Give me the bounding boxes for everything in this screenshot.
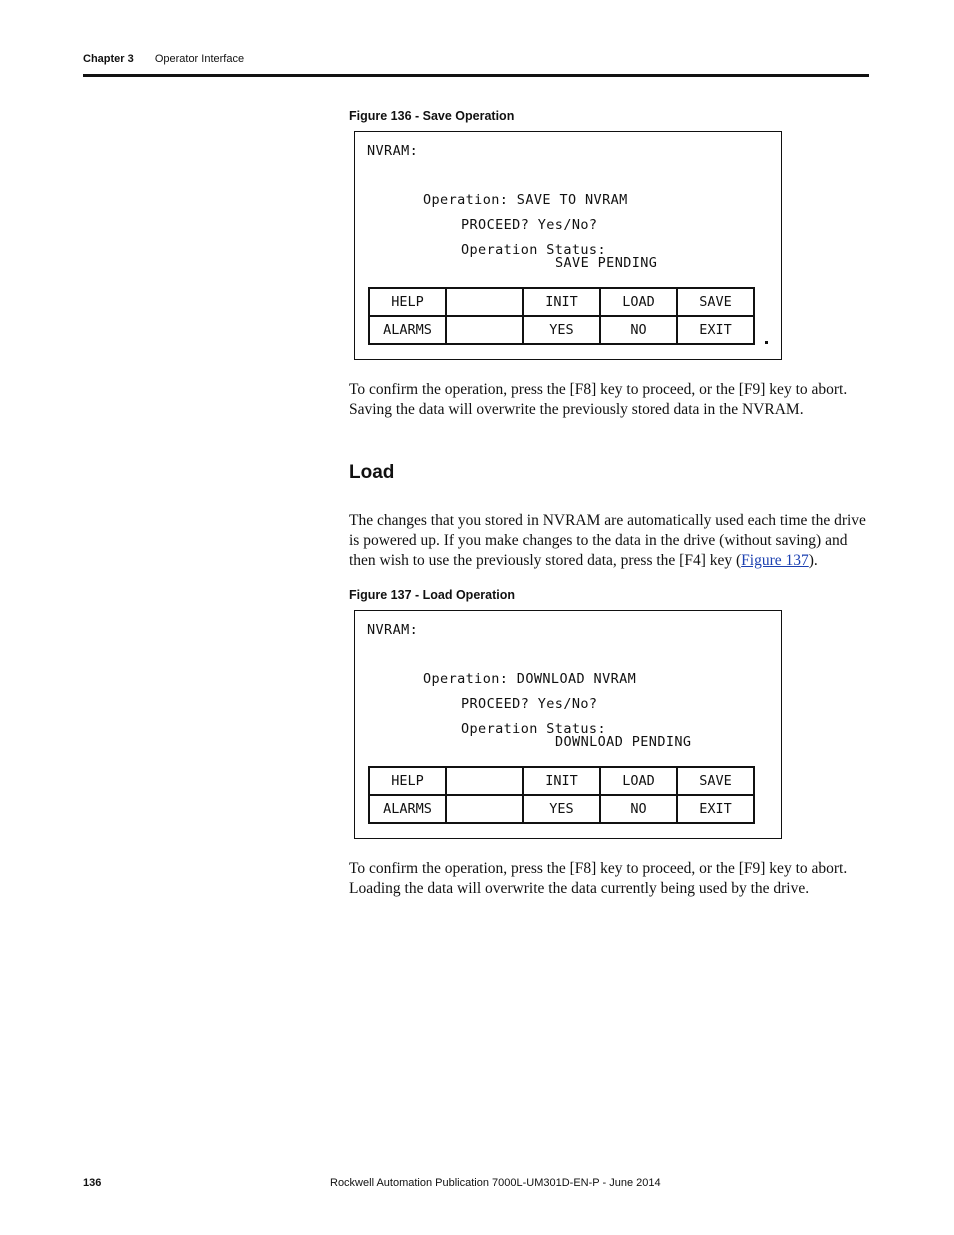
key-exit: EXIT <box>677 316 754 344</box>
function-key-grid <box>368 287 755 345</box>
page-number: 136 <box>83 1177 102 1189</box>
load-confirm-paragraph: To confirm the operation, press the [F8] key to proceed, or the [F9] key to abort. Loading the data will overwrite the data currently being used by the drive. <box>349 860 848 897</box>
key-init: INIT <box>523 288 600 316</box>
key-blank-bottom <box>446 795 523 823</box>
key-alarms: ALARMS <box>369 795 446 823</box>
function-key-grid <box>368 766 755 824</box>
key-no: NO <box>600 795 677 823</box>
key-load: LOAD <box>600 767 677 795</box>
load-intro-text: The changes that you stored in NVRAM are automatically used each time the drive is powered up. If you make changes to the data in the drive (without saving) and then wish to use the previously stored data, press the [F4] key ( <box>349 512 866 569</box>
key-help: HELP <box>369 288 446 316</box>
section-heading-load: Load <box>349 462 395 483</box>
figure-136-caption: Figure 136 - Save Operation <box>349 109 515 123</box>
screen-title: NVRAM: <box>367 143 419 159</box>
screen-proceed-prompt: PROCEED? Yes/No? <box>461 696 598 712</box>
screen-status-value: DOWNLOAD PENDING <box>555 734 692 750</box>
load-intro-text-end: ). <box>808 552 818 569</box>
figure-137-link[interactable]: Figure 137 <box>741 552 809 569</box>
key-save: SAVE <box>677 288 754 316</box>
key-blank-bottom <box>446 316 523 344</box>
key-no: NO <box>600 316 677 344</box>
save-confirm-paragraph: To confirm the operation, press the [F8] key to proceed, or the [F9] key to abort. Saving the data will overwrite the previously stored data in the NVRAM. <box>349 381 848 418</box>
screen-status-label: Operation Status: <box>461 721 606 737</box>
running-header <box>83 53 244 65</box>
screen-operation: Operation: SAVE TO NVRAM <box>423 192 628 208</box>
screen-title: NVRAM: <box>367 622 419 638</box>
key-save: SAVE <box>677 767 754 795</box>
screen-dot <box>765 341 768 344</box>
key-blank-top <box>446 288 523 316</box>
screen-status-value: SAVE PENDING <box>555 255 658 271</box>
key-yes: YES <box>523 316 600 344</box>
chapter-label: Chapter 3 <box>83 53 134 65</box>
screen-proceed-prompt: PROCEED? Yes/No? <box>461 217 598 233</box>
header-rule <box>83 74 869 77</box>
load-intro-paragraph <box>349 511 869 571</box>
key-help: HELP <box>369 767 446 795</box>
chapter-title: Operator Interface <box>154 53 245 65</box>
key-yes: YES <box>523 795 600 823</box>
key-alarms: ALARMS <box>369 316 446 344</box>
key-init: INIT <box>523 767 600 795</box>
screen-status-label: Operation Status: <box>461 242 606 258</box>
key-blank-top <box>446 767 523 795</box>
screen-operation: Operation: DOWNLOAD NVRAM <box>423 671 637 687</box>
figure-137-screen <box>354 610 782 839</box>
publication-footer: Rockwell Automation Publication 7000L-UM301D-EN-P - June 2014 <box>330 1177 661 1189</box>
figure-137-caption: Figure 137 - Load Operation <box>349 588 515 602</box>
figure-136-screen <box>354 131 782 360</box>
key-load: LOAD <box>600 288 677 316</box>
key-exit: EXIT <box>677 795 754 823</box>
